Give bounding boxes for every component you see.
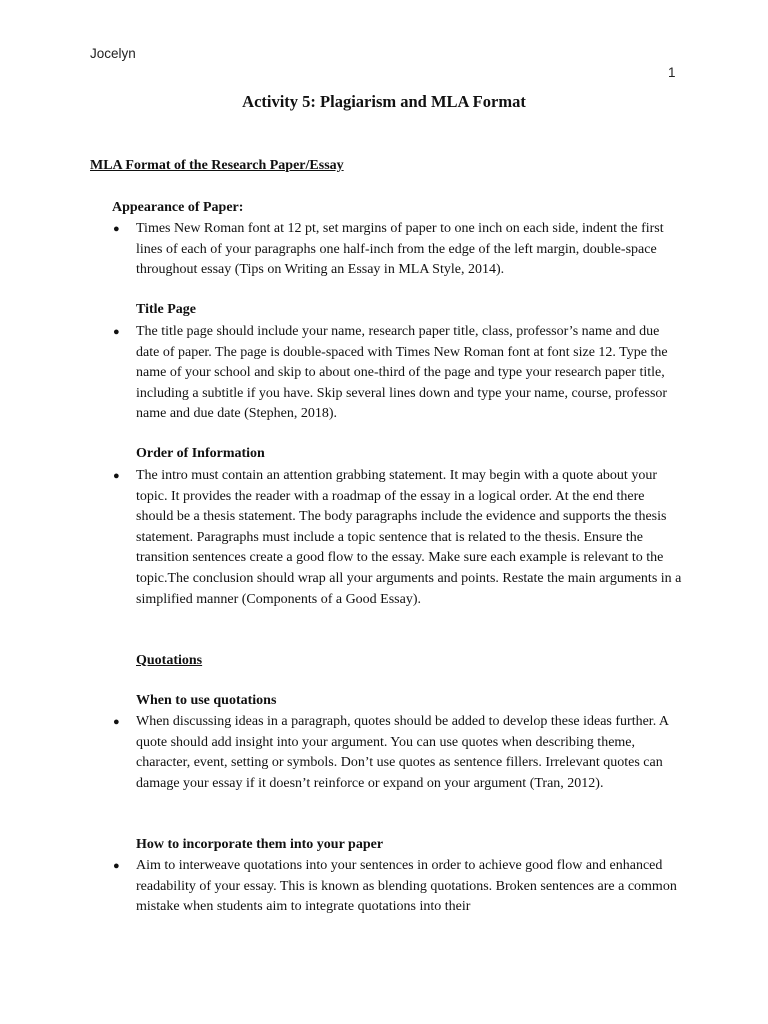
page-number: 1 [668, 65, 676, 80]
bullet-icon: ● [113, 470, 120, 482]
subheading-when-to-use: When to use quotations [136, 693, 277, 708]
paragraph-order-of-information: The intro must contain an attention grabbing statement. It may begin with a quote about your topic. It provides the reader with a roadmap of the essay in a logical order. At the end there should be a thesis statement. The body paragraphs include the evidence and supports the thesis statement. Paragraphs must include a topic sentence that is related to the thesis. Ensure the transition sentences create a good flow to the essay. Make sure each example is relevant to the topic.The conclusion should wrap all your arguments and points. Restate the main arguments in a simplified manner (Components of a Good Essay). [136, 468, 682, 607]
bullet-icon: ● [113, 716, 120, 728]
subheading-quotations: Quotations [136, 653, 203, 668]
subheading-title-page: Title Page [136, 302, 197, 317]
paragraph-appearance: Times New Roman font at 12 pt, set margins of paper to one inch on each side, indent the first lines of each of your paragraphs one half-inch from the edge of the left margin, double-space throughout essay (Tips on Writing an Essay in MLA Style, 2014). [136, 221, 664, 278]
paragraph-how-to-incorporate: Aim to interweave quotations into your sentences in order to achieve good flow and enhanced readability of your essay. This is known as blending quotations. Broken sentences are a common mistake when students aim to integrate quotations into their [136, 858, 677, 915]
header-author: Jocelyn [90, 46, 136, 61]
subheading-order-of-information: Order of Information [136, 446, 265, 461]
section-heading-mla-format: MLA Format of the Research Paper/Essay [90, 158, 344, 173]
bullet-icon: ● [113, 223, 120, 235]
subheading-appearance: Appearance of Paper: [112, 200, 244, 215]
paragraph-title-page: The title page should include your name, research paper title, class, professor’s name and due date of paper. The page is double-spaced with Times New Roman font at font size 12. Type the name of your school and skip to about one-third of the page and type your research paper title, including a subtitle if you have. Skip several lines down and type your name, course, professor name and due date (Stephen, 2018). [136, 324, 668, 422]
paragraph-when-to-use: When discussing ideas in a paragraph, quotes should be added to develop these ideas further. A quote should add insight into your argument. You can use quotes when describing theme, character, event, setting or symbols. Don’t use quotes as sentence fillers. Irrelevant quotes can damage your essay if it doesn’t reinforce or expand on your argument (Tran, 2012). [136, 714, 669, 791]
subheading-how-to-incorporate: How to incorporate them into your paper [136, 837, 384, 852]
document-title: Activity 5: Plagiarism and MLA Format [242, 92, 526, 111]
bullet-icon: ● [113, 326, 120, 338]
bullet-icon: ● [113, 860, 120, 872]
